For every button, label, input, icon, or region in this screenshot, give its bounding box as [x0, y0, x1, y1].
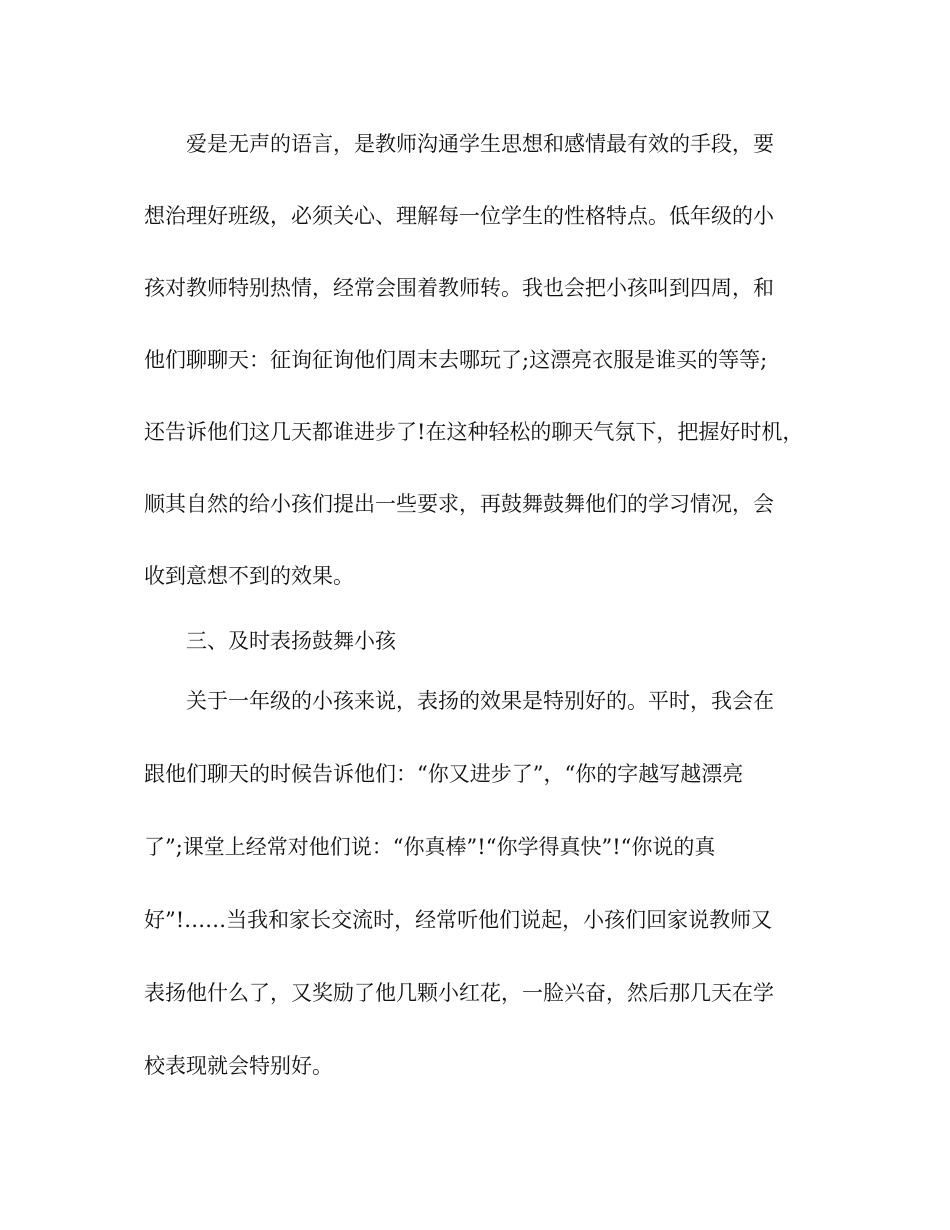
paragraph-1-line-4: 他们聊聊天：征询征询他们周末去哪玩了;这漂亮衣服是谁买的等等; [144, 348, 768, 372]
paragraph-1-line-7: 收到意想不到的效果。 [144, 564, 354, 588]
paragraph-2-line-3: 了”;课堂上经常对他们说：“你真棒”!“你学得真快”!“你说的真 [144, 835, 716, 859]
paragraph-2-line-2: 跟他们聊天的时候告诉他们：“你又进步了”，“你的字越写越漂亮 [144, 762, 744, 786]
paragraph-2-line-1: 关于一年级的小孩来说，表扬的效果是特别好的。平时，我会在 [186, 689, 774, 713]
paragraph-1-line-2: 想治理好班级，必须关心、理解每一位学生的性格特点。低年级的小 [144, 204, 774, 228]
paragraph-2-line-4: 好”!……当我和家长交流时，经常听他们说起，小孩们回家说教师又 [144, 908, 773, 932]
paragraph-2-line-6: 校表现就会特别好。 [144, 1054, 333, 1078]
paragraph-2-line-5: 表扬他什么了，又奖励了他几颗小红花，一脸兴奋，然后那几天在学 [144, 981, 774, 1005]
paragraph-1-line-6: 顺其自然的给小孩们提出一些要求，再鼓舞鼓舞他们的学习情况，会 [144, 492, 774, 516]
paragraph-1-line-5: 还告诉他们这几天都谁进步了!在这种轻松的聊天气氛下，把握好时机， [144, 420, 804, 444]
section-heading: 三、及时表扬鼓舞小孩 [186, 629, 396, 653]
paragraph-1-line-3: 孩对教师特别热情，经常会围着教师转。我也会把小孩叫到四周，和 [144, 276, 774, 300]
paragraph-1-line-1: 爱是无声的语言，是教师沟通学生思想和感情最有效的手段，要 [186, 132, 774, 156]
